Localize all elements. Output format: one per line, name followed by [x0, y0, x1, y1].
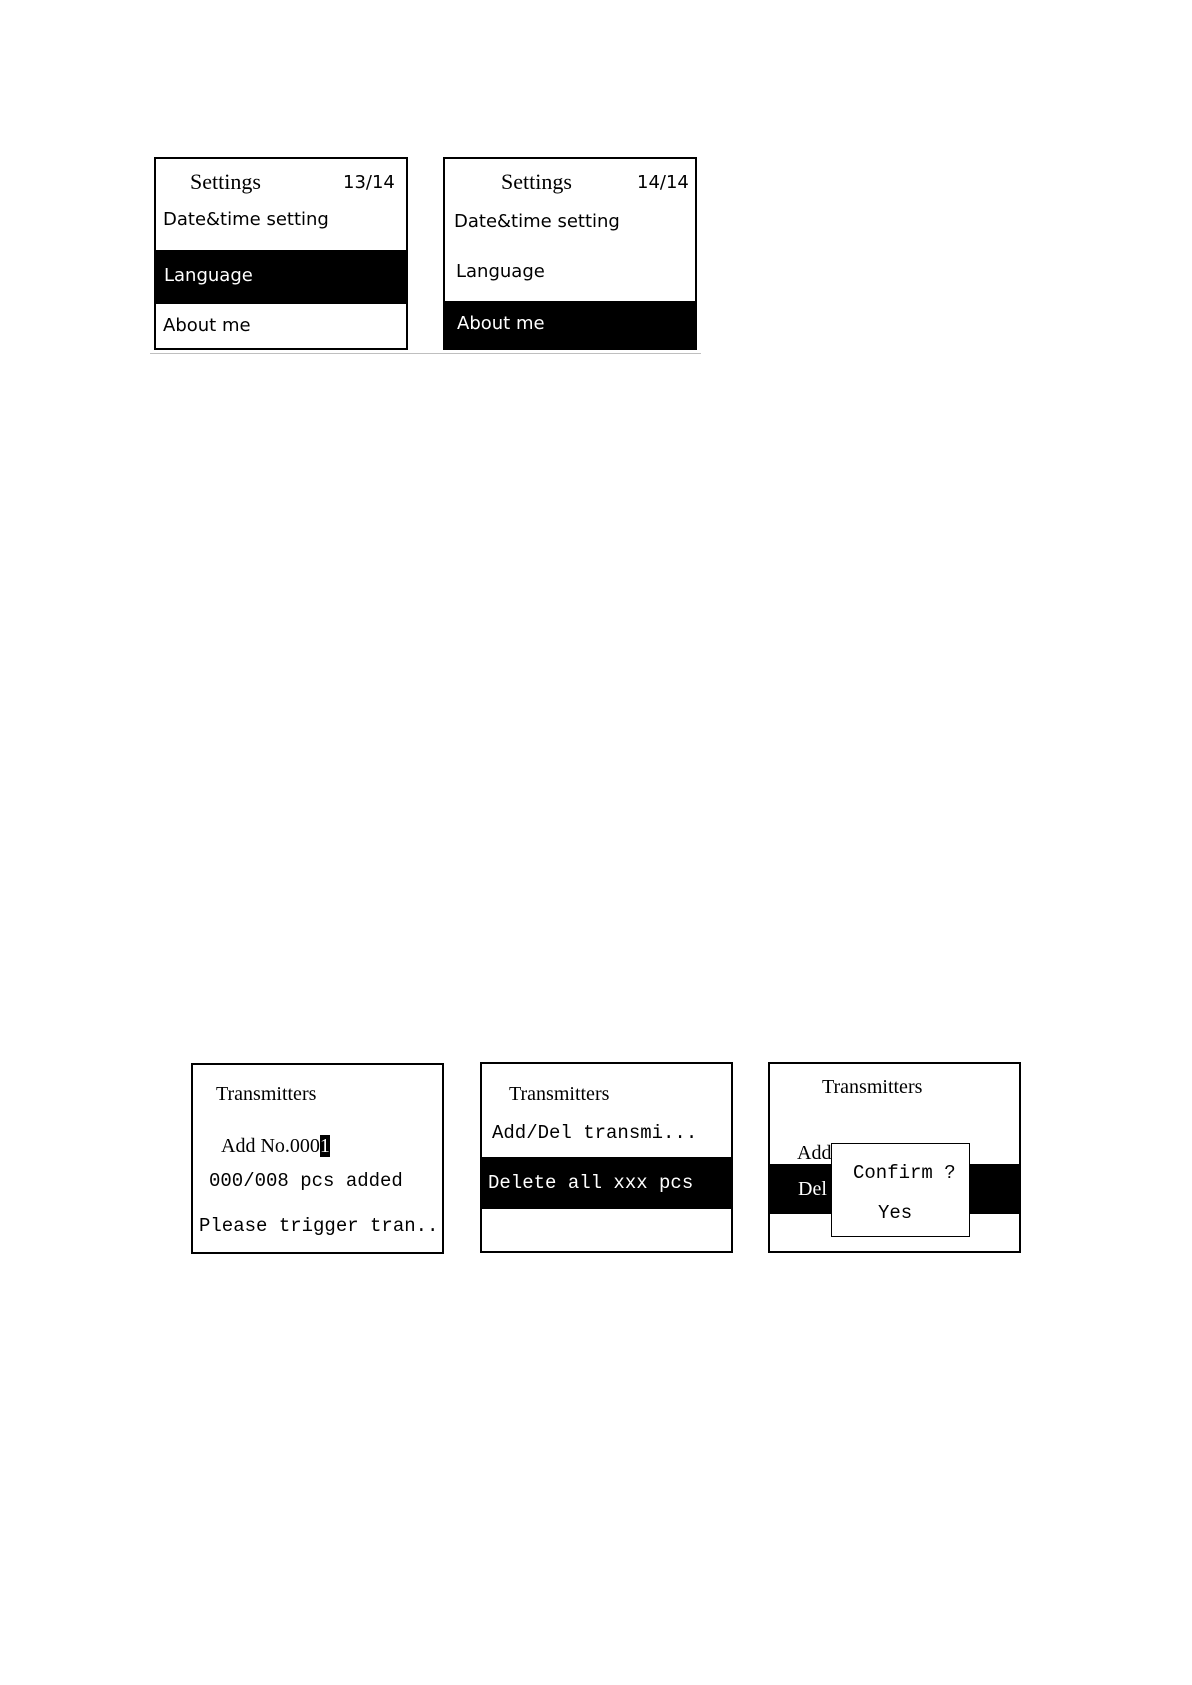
menu-item-add-del[interactable]: Add/Del transmi... [492, 1122, 698, 1144]
transmitters-confirm-screen [768, 1062, 1021, 1253]
cursor-digit[interactable]: 1 [319, 1135, 330, 1157]
menu-item-label: Language [164, 265, 253, 286]
pcs-added-count: 000/008 pcs added [209, 1170, 403, 1192]
menu-item-language-selected[interactable] [156, 250, 408, 304]
add-number-row[interactable] [221, 1135, 330, 1158]
menu-item-date-time[interactable]: Date&time setting [163, 209, 329, 230]
screen-title: Settings [501, 169, 572, 194]
menu-item-label: Del [798, 1178, 827, 1200]
menu-item-language[interactable]: Language [456, 261, 545, 282]
screen-title: Transmitters [216, 1083, 317, 1105]
screen-title: Transmitters [509, 1083, 610, 1105]
page-indicator: 14/14 [637, 172, 689, 193]
transmitters-add-screen [191, 1063, 444, 1254]
add-number-label: Add No. [221, 1135, 290, 1157]
screen-title: Transmitters [822, 1076, 923, 1098]
add-number-value: 000 [289, 1135, 320, 1157]
confirm-question: Confirm ? [853, 1162, 956, 1184]
menu-item-label: Delete all xxx pcs [488, 1172, 694, 1194]
confirm-yes-button[interactable]: Yes [878, 1202, 913, 1224]
trigger-hint: Please trigger tran.. [199, 1215, 439, 1237]
screen-title: Settings [190, 169, 261, 194]
menu-item-delete-all-selected[interactable] [482, 1157, 733, 1209]
settings-screen-page-14 [443, 157, 697, 350]
settings-screen-page-13 [154, 157, 408, 350]
menu-item-date-time[interactable]: Date&time setting [454, 211, 620, 232]
menu-item-label: About me [457, 313, 545, 334]
confirm-dialog [831, 1143, 970, 1237]
divider [150, 353, 701, 354]
menu-item-about-me[interactable]: About me [163, 315, 251, 336]
menu-item-add-partial[interactable]: Add [797, 1142, 832, 1164]
transmitters-menu-screen [480, 1062, 733, 1253]
page-indicator: 13/14 [343, 172, 395, 193]
menu-item-about-me-selected[interactable] [445, 301, 697, 350]
